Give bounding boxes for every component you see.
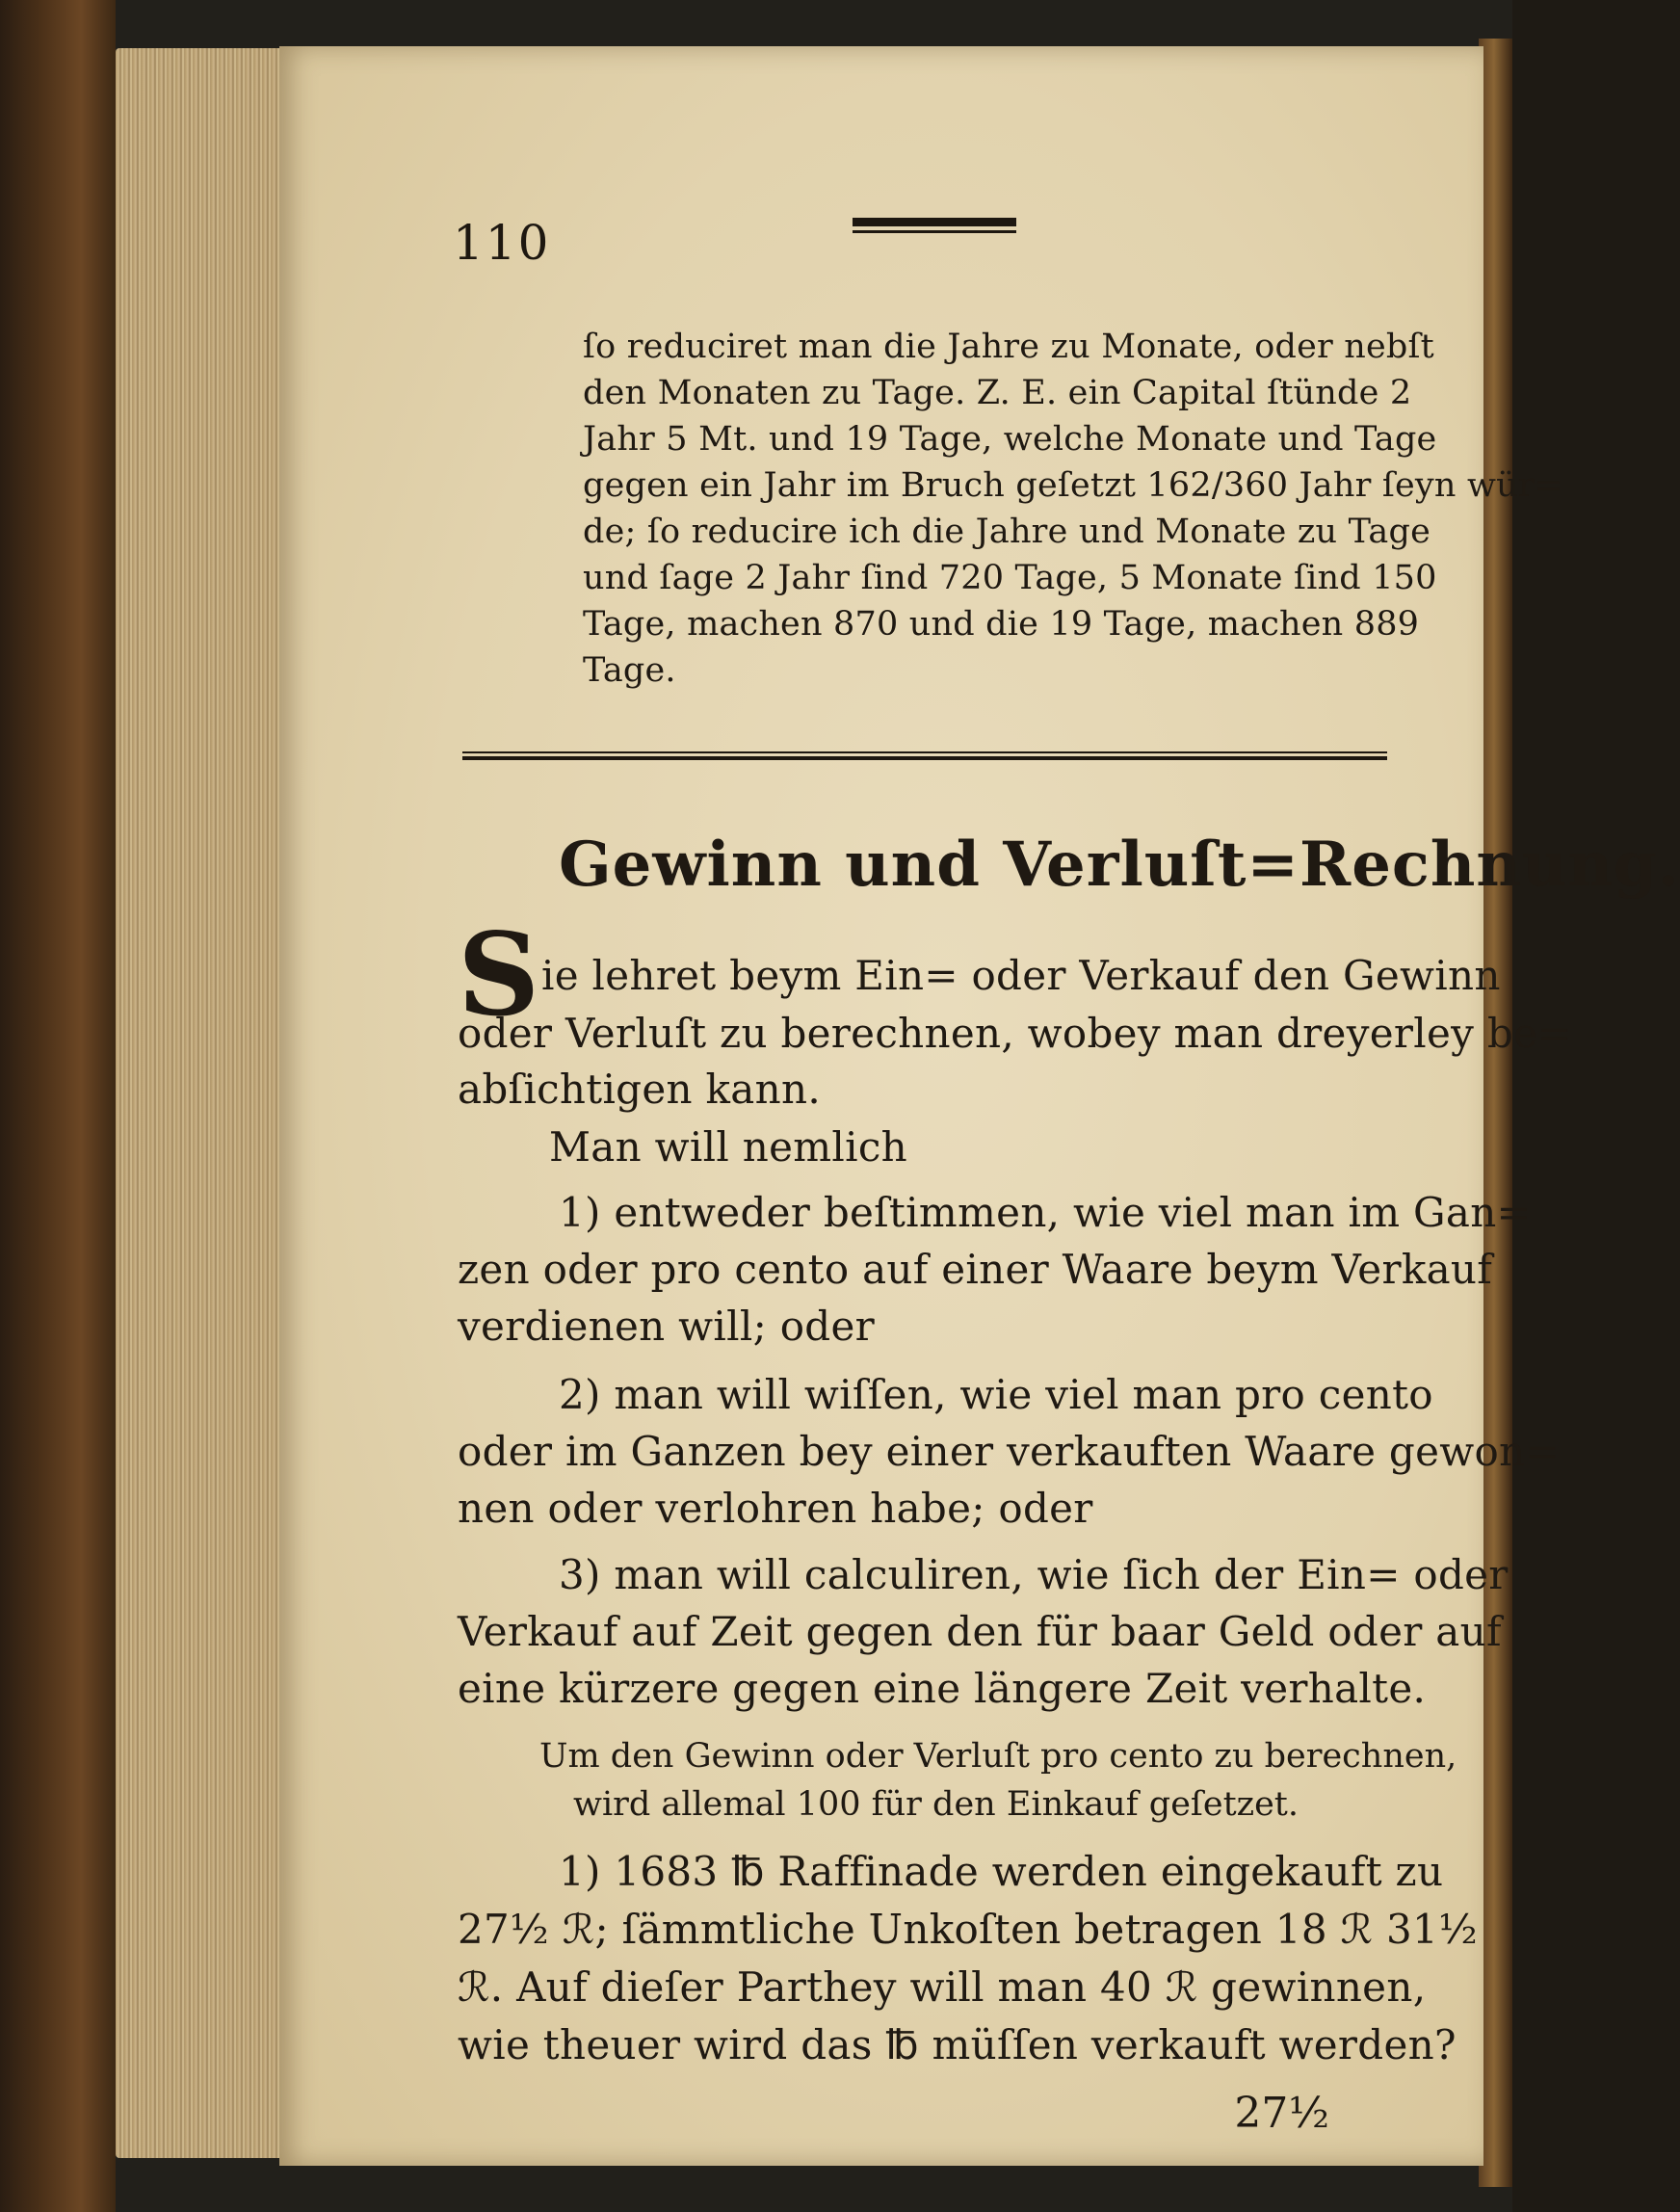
top-paragraph-line: und ſage 2 Jahr ſind 720 Tage, 5 Monate ſind 150 [583,559,1437,597]
note-line: Um den Gewinn oder Verluſt pro cento zu berechnen, [539,1737,1457,1776]
intro-line: oder Verluſt zu berechnen, wobey man dreyerley be= [458,1010,1572,1057]
list-item-line: oder im Ganzen bey einer verkauften Waare gewon= [458,1428,1560,1475]
catchword: 27½ [1234,2089,1329,2138]
list-item-line: eine kürzere gegen eine längere Zeit verhalte. [458,1665,1427,1712]
list-item-line: zen oder pro cento auf einer Waare beym Verkauf [458,1246,1493,1293]
header-rule [853,218,1016,233]
section-title: Gewinn und Verluſt=Rechnung. [559,829,1680,901]
book-binding [0,0,116,2212]
top-paragraph-line: den Monaten zu Tage. Z. E. ein Capital ſtünde 2 [583,374,1412,412]
list-item-line: 3) man will calculiren, wie ſich der Ein= oder [559,1551,1509,1598]
list-item-line: nen oder verlohren habe; oder [458,1485,1093,1532]
drop-cap: S [458,908,540,1041]
top-paragraph-line: Tage. [583,651,676,690]
top-paragraph-line: Jahr 5 Mt. und 19 Tage, welche Monate und Tage [583,420,1437,459]
list-item-line: 1) entweder beſtimmen, wie viel man im Gan= [559,1189,1532,1236]
note-line: wird allemal 100 für den Einkauf geſetzet. [573,1785,1299,1824]
list-item-line: 2) man will wiſſen, wie viel man pro cento [559,1371,1433,1418]
top-paragraph-line: Tage, machen 870 und die 19 Tage, machen 889 [583,605,1420,644]
top-paragraph-line: ſo reduciret man die Jahre zu Monate, oder nebſt [583,328,1434,366]
example-line: 1) 1683 ℔ Raffinade werden eingekauft zu [559,1848,1444,1895]
list-item-line: Verkauf auf Zeit gegen den für baar Geld oder auf [458,1608,1502,1655]
intro-line: abſichtigen kann. [458,1066,821,1113]
right-page-edge [1479,39,1512,2187]
top-paragraph-line: de; ſo reducire ich die Jahre und Monate zu Tage [583,513,1431,551]
list-item-line: verdienen will; oder [458,1303,875,1350]
example-line: ℛ. Auf dieſer Parthey will man 40 ℛ gewinnen, [458,1963,1427,2011]
page-number: 110 [453,215,551,271]
example-line: 27½ ℛ; ſämmtliche Unkoſten betragen 18 ℛ 31½ [458,1906,1479,1953]
section-divider [462,751,1387,760]
example-line: wie theuer wird das ℔ müſſen verkauft werden? [458,2021,1457,2068]
intro-line: ie lehret beym Ein= oder Verkauf den Gewinn [541,952,1501,999]
top-paragraph-line: gegen ein Jahr im Bruch geſetzt 162/360 Jahr ſeyn wür= [583,466,1563,505]
lead-line: Man will nemlich [549,1123,908,1171]
page-edges [116,48,284,2158]
book-page [279,46,1680,2166]
